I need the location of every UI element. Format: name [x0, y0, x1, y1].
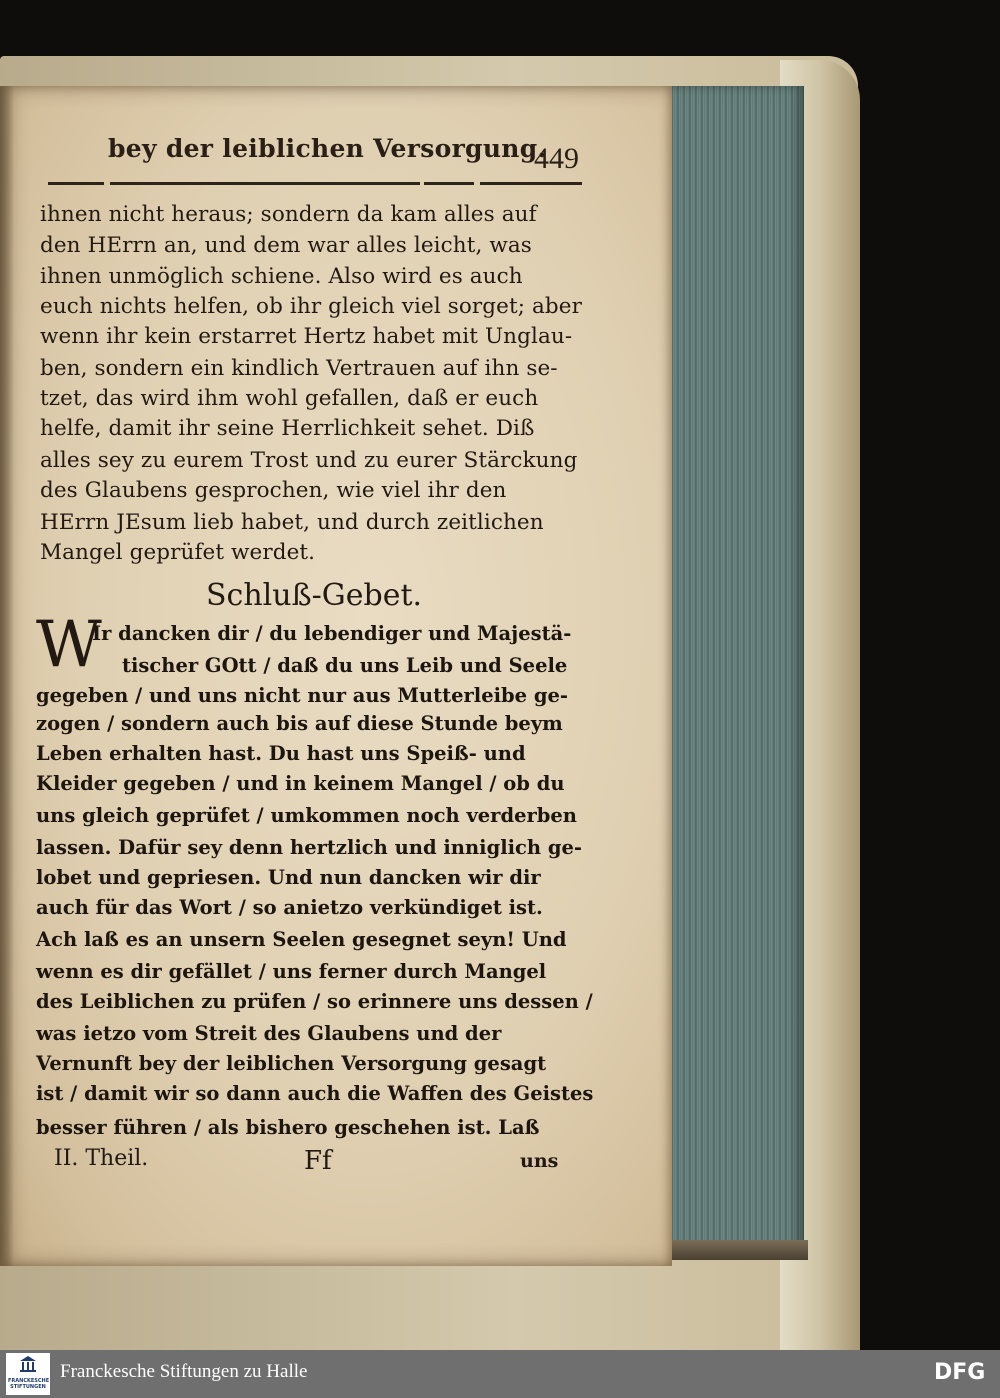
- prayer-line: ist / damit wir so dann auch die Waffen des Geistes: [36, 1082, 594, 1105]
- dfg-logo[interactable]: DFG: [934, 1360, 986, 1385]
- prayer-line: besser führen / als bishero geschehen ist. Laß: [36, 1116, 540, 1139]
- prayer-line: des Leiblichen zu prüfen / so erinnere uns dessen /: [36, 990, 593, 1013]
- sermon-line: ihnen nicht heraus; sondern da kam alles auf: [40, 202, 537, 227]
- page-gutter-shadow: [0, 86, 14, 1266]
- sermon-line: alles sey zu eurem Trost und zu eurer Stärckung: [40, 448, 578, 473]
- signature-line: II. Theil.: [54, 1146, 149, 1171]
- head-rule: [480, 182, 582, 185]
- prayer-line: uns gleich geprüfet / umkommen noch verderben: [36, 804, 577, 827]
- catchword: uns: [520, 1150, 559, 1172]
- prayer-line: Kleider gegeben / und in keinem Mangel / ob du: [36, 772, 565, 795]
- sermon-line: des Glaubens gesprochen, wie viel ihr den: [40, 478, 507, 503]
- prayer-line: auch für das Wort / so anietzo verkündiget ist.: [36, 896, 543, 919]
- prayer-line: wenn es dir gefället / uns ferner durch Mangel: [36, 960, 547, 983]
- sermon-line: den HErrn an, und dem war alles leicht, was: [40, 233, 532, 258]
- prayer-line: zogen / sondern auch bis auf diese Stunde beym: [36, 712, 563, 735]
- prayer-line: was ietzo vom Streit des Glaubens und der: [36, 1022, 502, 1045]
- fore-edge-bottom: [668, 1240, 808, 1260]
- prayer-line: Ir dancken dir / du lebendiger und Majestä-: [92, 622, 572, 645]
- franckesche-stiftungen-logo[interactable]: [6, 1353, 50, 1395]
- prayer-line: gegeben / und uns nicht nur aus Mutterleibe ge-: [36, 684, 568, 707]
- head-rule: [110, 182, 420, 185]
- sermon-line: tzet, das wird ihm wohl gefallen, daß er euch: [40, 386, 539, 411]
- building-icon: [19, 1355, 37, 1373]
- sermon-line: HErrn JEsum lieb habet, und durch zeitlichen: [40, 510, 544, 535]
- drop-initial: W: [36, 608, 102, 682]
- section-title: Schluß-Gebet.: [206, 578, 423, 613]
- viewer-footer: [0, 1350, 1000, 1398]
- prayer-line: Ach laß es an unsern Seelen gesegnet seyn! Und: [36, 928, 567, 951]
- institution-name: Franckesche Stiftungen zu Halle: [60, 1361, 308, 1382]
- running-head: bey der leiblichen Versorgung.: [108, 134, 547, 163]
- logo-text: FRANCKESCHE STIFTUNGEN: [8, 1378, 50, 1390]
- signature-mark: Ff: [304, 1146, 332, 1176]
- head-rule: [424, 182, 474, 185]
- sermon-line: wenn ihr kein erstarret Hertz habet mit Unglau-: [40, 324, 573, 349]
- sermon-line: ben, sondern ein kindlich Vertrauen auf ihn se-: [40, 356, 558, 381]
- prayer-line: Leben erhalten hast. Du hast uns Speiß- und: [36, 742, 526, 765]
- prayer-line: lobet und gepriesen. Und nun dancken wir dir: [36, 866, 541, 889]
- prayer-line: lassen. Dafür sey denn hertzlich und inniglich ge-: [36, 836, 582, 859]
- sermon-line: ihnen unmöglich schiene. Also wird es auch: [40, 264, 523, 289]
- page-number: 449: [534, 142, 579, 175]
- sermon-line: helfe, damit ihr seine Herrlichkeit sehet. Diß: [40, 416, 535, 441]
- prayer-line: tischer GOtt / daß du uns Leib und Seele: [122, 654, 568, 677]
- head-rule: [48, 182, 104, 185]
- sermon-line: Mangel geprüfet werdet.: [40, 540, 316, 565]
- sermon-line: euch nichts helfen, ob ihr gleich viel sorget; aber: [40, 294, 582, 319]
- prayer-line: Vernunft bey der leiblichen Versorgung gesagt: [36, 1052, 547, 1075]
- page-fore-edge: [668, 86, 804, 1252]
